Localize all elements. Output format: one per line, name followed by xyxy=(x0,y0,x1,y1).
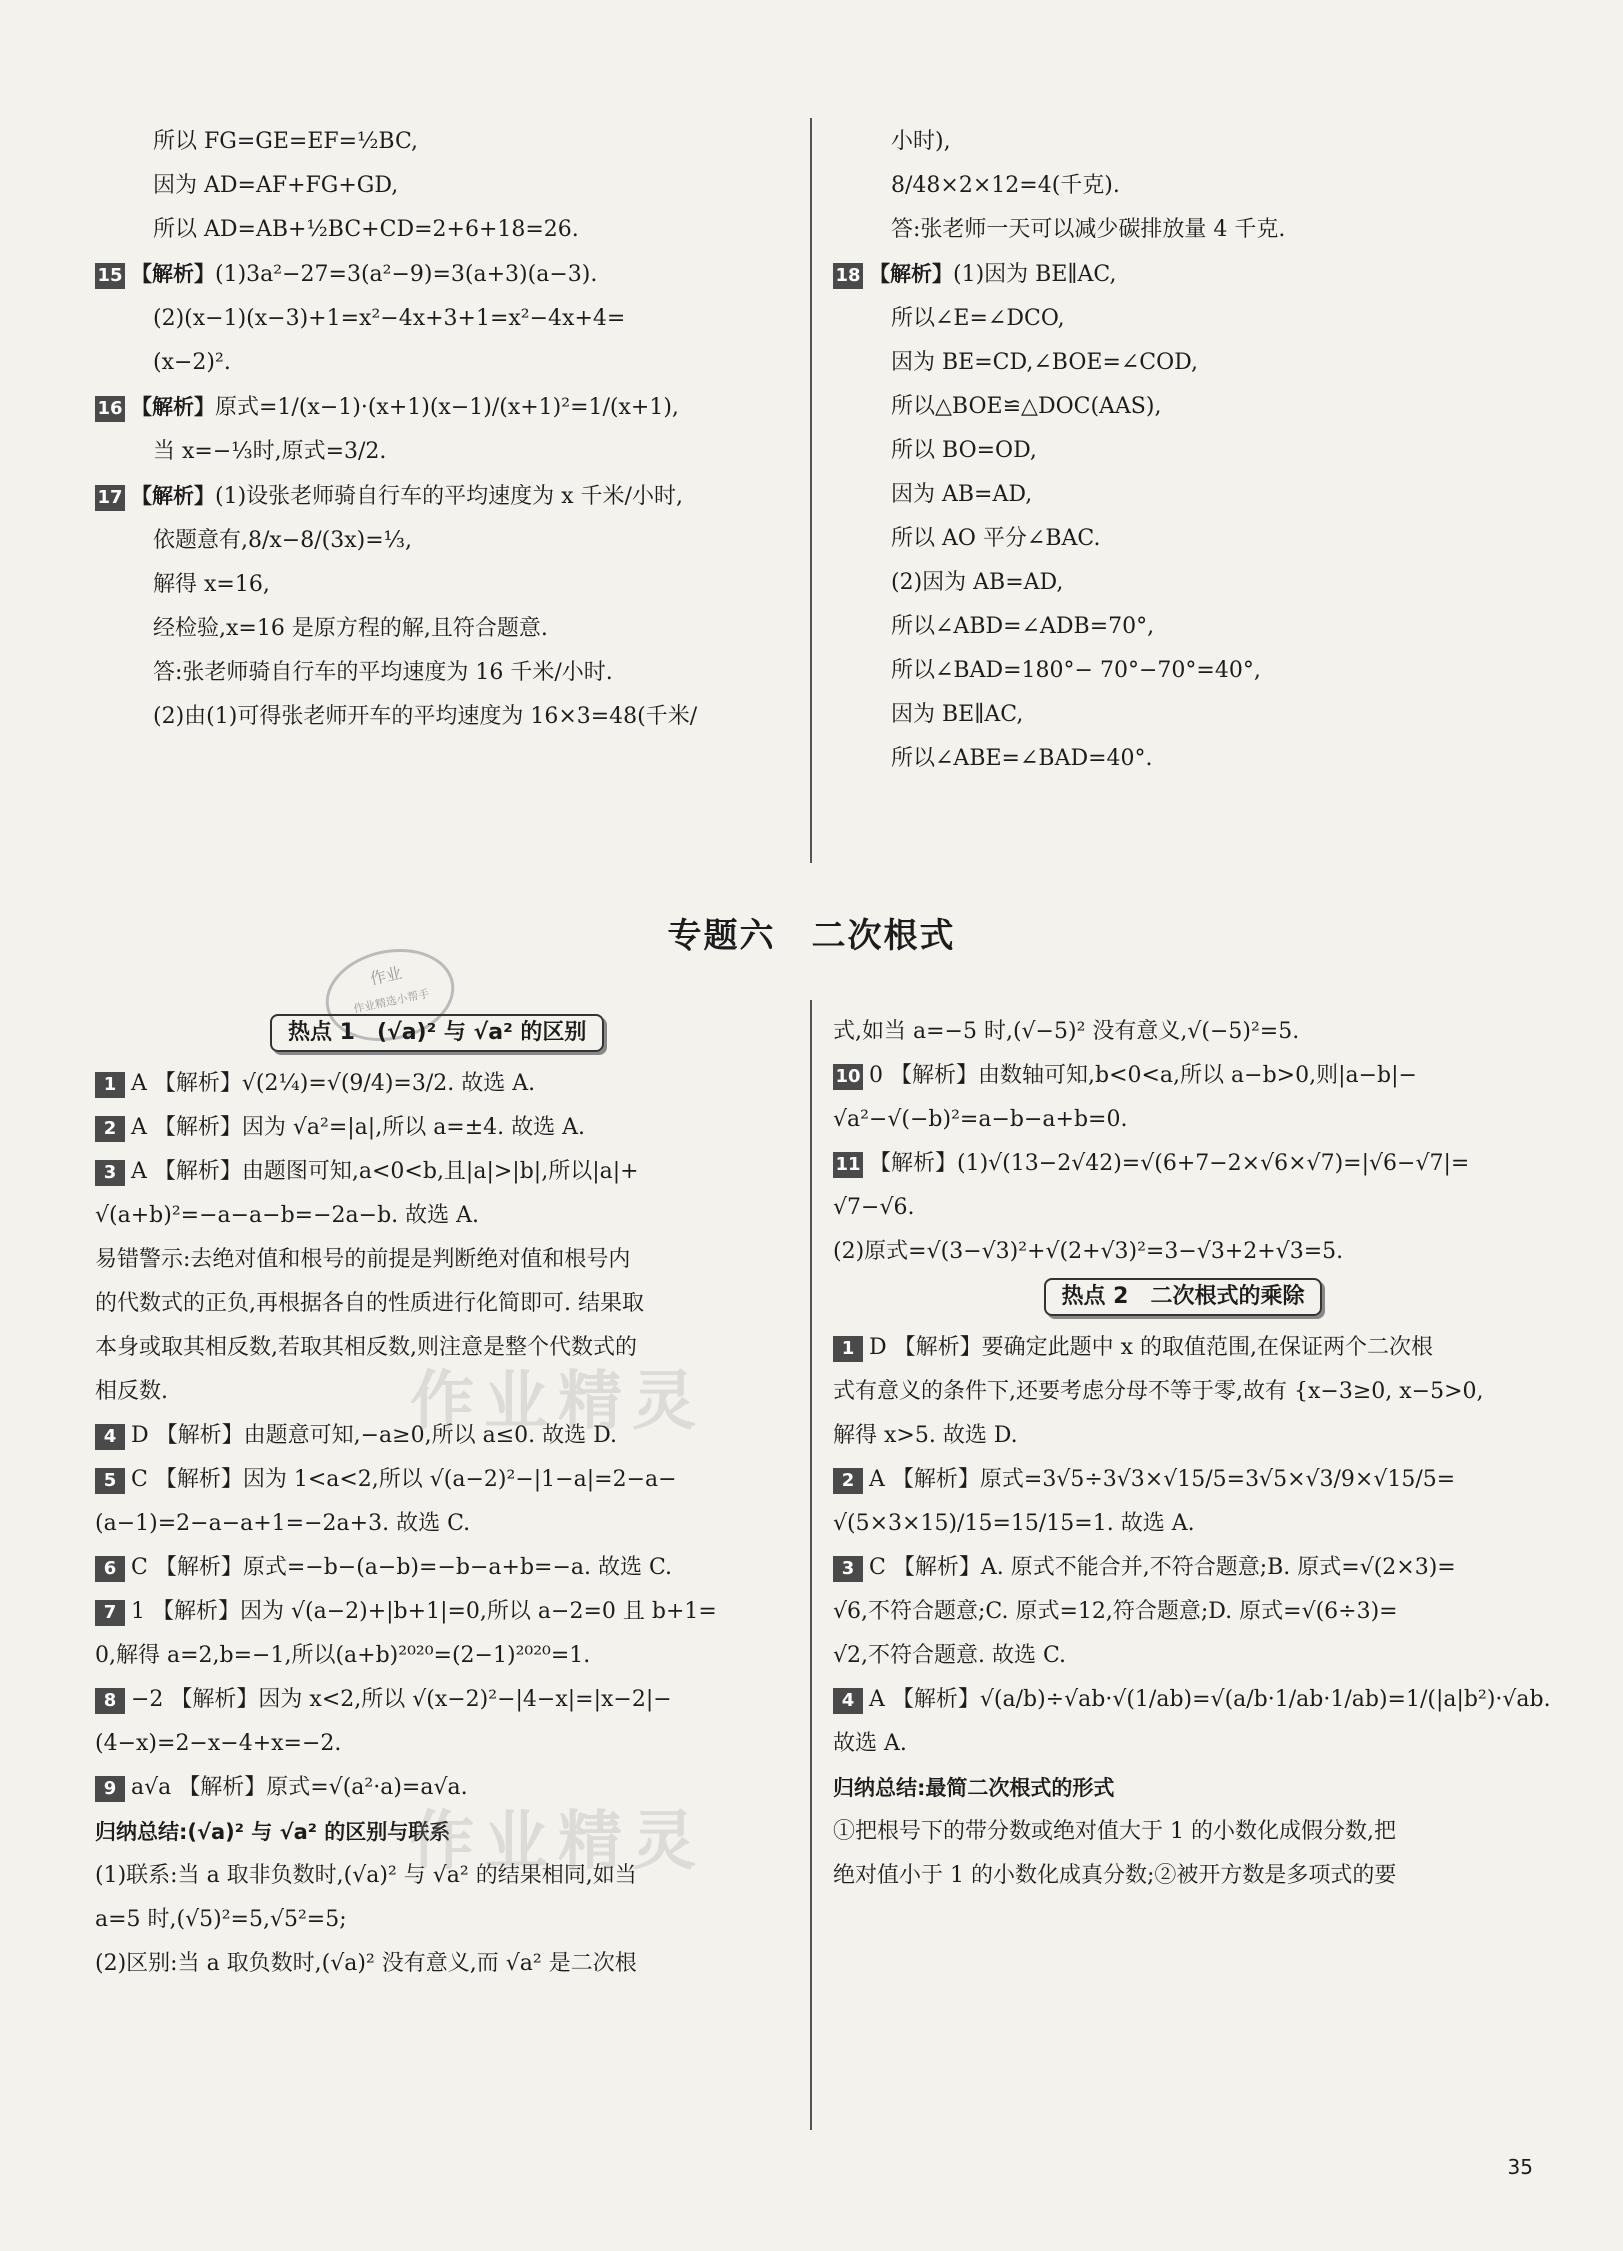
page-number: 35 xyxy=(1507,2155,1533,2179)
answer-item xyxy=(833,1142,1533,1186)
question-number-badge: 15 xyxy=(95,263,125,289)
bottom-right-column xyxy=(833,1010,1551,1898)
homework-stamp: 作业 作业精选小帮手 xyxy=(317,937,463,1052)
question-number-badge: 3 xyxy=(95,1160,125,1186)
answer-line: 所以∠ABE=∠BAD=40°. xyxy=(891,746,1153,771)
answer-item xyxy=(95,1150,795,1194)
answer-line: 因为 AB=AD, xyxy=(891,482,1033,507)
question-number-badge: 10 xyxy=(833,1064,863,1090)
answer-line: (x−2)². xyxy=(153,350,231,375)
question-number-badge: 17 xyxy=(95,485,125,511)
answer-text: C 【解析】原式=−b−(a−b)=−b−a+b=−a. 故选 C. xyxy=(131,1555,673,1580)
top-left-column xyxy=(95,120,795,739)
column-divider-bottom xyxy=(810,1000,812,2130)
answer-line: 经检验,x=16 是原方程的解,且符合题意. xyxy=(153,616,548,641)
answer-item xyxy=(833,252,1533,297)
answer-line: √7−√6. xyxy=(833,1195,915,1220)
answer-text: A 【解析】√(a/b)÷√ab·√(1/ab)=√(a/b·1/ab·1/ab)=1/(|a|b²)·√ab. xyxy=(869,1687,1551,1712)
question-number-badge: 11 xyxy=(833,1152,863,1178)
answer-line: 所以△BOE≌△DOC(AAS), xyxy=(891,394,1162,419)
answer-text: (1)因为 BE∥AC, xyxy=(953,262,1117,287)
answer-line: 依题意有,8/x−8/(3x)=⅓, xyxy=(153,528,412,553)
answer-text: C 【解析】因为 1<a<2,所以 √(a−2)²−|1−a|=2−a− xyxy=(131,1467,677,1492)
question-number-badge: 8 xyxy=(95,1688,125,1714)
answer-text: D 【解析】要确定此题中 x 的取值范围,在保证两个二次根 xyxy=(869,1335,1434,1360)
answer-line: 8/48×2×12=4(千克). xyxy=(891,173,1120,198)
answer-line: (4−x)=2−x−4+x=−2. xyxy=(95,1731,342,1756)
answer-line: 小时), xyxy=(891,129,951,154)
answer-text: A 【解析】√(2¼)=√(9/4)=3/2. 故选 A. xyxy=(131,1071,536,1096)
answer-line: 归纳总结:(√a)² 与 √a² 的区别与联系 xyxy=(95,1820,451,1844)
answer-line: 所以 FG=GE=EF=½BC, xyxy=(153,129,419,154)
answer-line: 相反数. xyxy=(95,1379,168,1404)
answer-text: −2 【解析】因为 x<2,所以 √(x−2)²−|4−x|=|x−2|− xyxy=(131,1687,672,1712)
answer-text: C 【解析】A. 原式不能合并,不符合题意;B. 原式=√(2×3)= xyxy=(869,1555,1456,1580)
answer-line: (2)因为 AB=AD, xyxy=(891,570,1064,595)
answer-text: 1 【解析】因为 √(a−2)+|b+1|=0,所以 a−2=0 且 b+1= xyxy=(131,1599,717,1624)
answer-item xyxy=(95,252,795,297)
answer-text: (1)3a²−27=3(a²−9)=3(a+3)(a−3). xyxy=(215,262,598,287)
answer-line: 因为 BE=CD,∠BOE=∠COD, xyxy=(891,350,1199,375)
answer-line: 因为 BE∥AC, xyxy=(891,702,1024,727)
answer-line: 所以 AO 平分∠BAC. xyxy=(891,526,1101,551)
answer-text: 原式=1/(x−1)·(x+1)(x−1)/(x+1)²=1/(x+1), xyxy=(215,395,679,420)
answer-line: 0,解得 a=2,b=−1,所以(a+b)²⁰²⁰=(2−1)²⁰²⁰=1. xyxy=(95,1643,591,1668)
answer-line: 式有意义的条件下,还要考虑分母不等于零,故有 {x−3≥0, x−5>0, xyxy=(833,1379,1484,1404)
question-number-badge: 3 xyxy=(833,1556,863,1582)
answer-line: 故选 A. xyxy=(833,1731,907,1756)
question-number-badge: 6 xyxy=(95,1556,125,1582)
question-number-badge: 1 xyxy=(833,1336,863,1362)
answer-line: (2)原式=√(3−√3)²+√(2+√3)²=3−√3+2+√3=5. xyxy=(833,1239,1344,1264)
answer-line: 所以∠ABD=∠ADB=70°, xyxy=(891,614,1155,639)
answer-line: 所以 AD=AB+½BC+CD=2+6+18=26. xyxy=(153,217,579,242)
answer-item xyxy=(95,1106,795,1150)
answer-line: 当 x=−⅓时,原式=3/2. xyxy=(153,439,387,464)
answer-item xyxy=(95,1062,795,1106)
answer-line: ①把根号下的带分数或绝对值大于 1 的小数化成假分数,把 xyxy=(833,1819,1396,1844)
answer-item xyxy=(833,1546,1533,1590)
answer-text: A 【解析】由题图可知,a<0<b,且|a|>|b|,所以|a|+ xyxy=(131,1159,639,1184)
analysis-label: 【解析】 xyxy=(131,262,215,286)
question-number-badge: 4 xyxy=(833,1688,863,1714)
answer-line: a=5 时,(√5)²=5,√5²=5; xyxy=(95,1907,347,1932)
answer-line: 所以 BO=OD, xyxy=(891,438,1037,463)
answer-line: (a−1)=2−a−a+1=−2a+3. 故选 C. xyxy=(95,1511,471,1536)
answer-line: 解得 x=16, xyxy=(153,572,270,597)
question-number-badge: 18 xyxy=(833,263,863,289)
question-number-badge: 7 xyxy=(95,1600,125,1626)
answer-line: 的代数式的正负,再根据各自的性质进行化简即可. 结果取 xyxy=(95,1291,644,1316)
answer-item xyxy=(95,385,795,430)
answer-text: (1)设张老师骑自行车的平均速度为 x 千米/小时, xyxy=(215,484,683,509)
answer-line: 本身或取其相反数,若取其相反数,则注意是整个代数式的 xyxy=(95,1335,637,1360)
column-divider-top xyxy=(810,118,812,863)
answer-line: √(5×3×15)/15=15/15=1. 故选 A. xyxy=(833,1511,1195,1536)
answer-line: √6,不符合题意;C. 原式=12,符合题意;D. 原式=√(6÷3)= xyxy=(833,1599,1398,1624)
analysis-label: 【解析】 xyxy=(131,484,215,508)
question-number-badge: 5 xyxy=(95,1468,125,1494)
answer-line: √2,不符合题意. 故选 C. xyxy=(833,1643,1067,1668)
answer-item xyxy=(833,1678,1551,1722)
answer-item xyxy=(833,1326,1533,1370)
answer-text: D 【解析】由题意可知,−a≥0,所以 a≤0. 故选 D. xyxy=(131,1423,617,1448)
answer-line: 所以∠BAD=180°− 70°−70°=40°, xyxy=(891,658,1261,683)
answer-text: A 【解析】因为 √a²=|a|,所以 a=±4. 故选 A. xyxy=(131,1115,586,1140)
answer-item xyxy=(833,1054,1533,1098)
answer-item xyxy=(95,1590,795,1634)
answer-line: 式,如当 a=−5 时,(√−5)² 没有意义,√(−5)²=5. xyxy=(833,1019,1300,1044)
answer-line: 易错警示:去绝对值和根号的前提是判断绝对值和根号内 xyxy=(95,1247,631,1272)
question-number-badge: 2 xyxy=(95,1116,125,1142)
answer-line: 答:张老师骑自行车的平均速度为 16 千米/小时. xyxy=(153,660,613,685)
question-number-badge: 9 xyxy=(95,1776,125,1802)
answer-line: (1)联系:当 a 取非负数时,(√a)² 与 √a² 的结果相同,如当 xyxy=(95,1863,637,1888)
watermark: 作业精灵 xyxy=(410,1805,706,1879)
answer-line: √a²−√(−b)²=a−b−a+b=0. xyxy=(833,1107,1128,1132)
watermark: 作业精灵 xyxy=(410,1365,706,1439)
answer-text: 0 【解析】由数轴可知,b<0<a,所以 a−b>0,则|a−b|− xyxy=(869,1063,1417,1088)
answer-item xyxy=(95,1458,795,1502)
answer-line: √(a+b)²=−a−a−b=−2a−b. 故选 A. xyxy=(95,1203,480,1228)
section-title: 专题六 二次根式 xyxy=(667,916,956,956)
question-number-badge: 1 xyxy=(95,1072,125,1098)
answer-line: 解得 x>5. 故选 D. xyxy=(833,1423,1018,1448)
answer-line: (2)由(1)可得张老师开车的平均速度为 16×3=48(千米/ xyxy=(153,704,698,729)
hot-topic-1-heading: 热点 1 (√a)² 与 √a² 的区别 xyxy=(270,1014,604,1052)
answer-line: (2)区别:当 a 取负数时,(√a)² 没有意义,而 √a² 是二次根 xyxy=(95,1951,637,1976)
question-number-badge: 4 xyxy=(95,1424,125,1450)
answer-line: (2)(x−1)(x−3)+1=x²−4x+3+1=x²−4x+4= xyxy=(153,306,626,331)
question-number-badge: 2 xyxy=(833,1468,863,1494)
question-number-badge: 16 xyxy=(95,396,125,422)
answer-text: A 【解析】原式=3√5÷3√3×√15/5=3√5×√3/9×√15/5= xyxy=(869,1467,1456,1492)
answer-item xyxy=(95,1678,795,1722)
answer-line: 所以∠E=∠DCO, xyxy=(891,306,1065,331)
answer-line: 因为 AD=AF+FG+GD, xyxy=(153,173,399,198)
answer-item xyxy=(833,1458,1533,1502)
hot-topic-2-heading: 热点 2 二次根式的乘除 xyxy=(1044,1278,1323,1316)
answer-line: 绝对值小于 1 的小数化成真分数;②被开方数是多项式的要 xyxy=(833,1863,1397,1888)
analysis-label: 【解析】 xyxy=(869,262,953,286)
answer-line: 归纳总结:最简二次根式的形式 xyxy=(833,1776,1115,1800)
answer-item xyxy=(95,1546,795,1590)
analysis-label: 【解析】 xyxy=(131,395,215,419)
answer-item xyxy=(95,474,795,519)
answer-line: 答:张老师一天可以减少碳排放量 4 千克. xyxy=(891,217,1286,242)
answer-text: 【解析】(1)√(13−2√42)=√(6+7−2×√6×√7)=|√6−√7|= xyxy=(869,1151,1470,1176)
answer-text: a√a 【解析】原式=√(a²·a)=a√a. xyxy=(131,1775,468,1800)
top-right-column xyxy=(833,120,1533,781)
